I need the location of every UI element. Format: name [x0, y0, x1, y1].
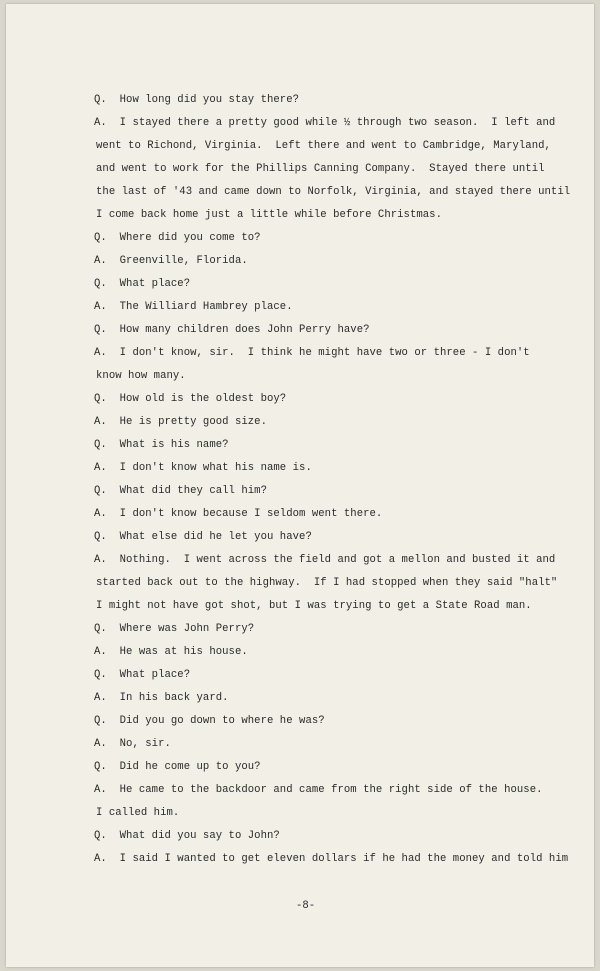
transcript-line: A. He is pretty good size.: [94, 416, 267, 428]
transcript-line: Q. What did they call him?: [94, 485, 267, 497]
transcript-line: A. Greenville, Florida.: [94, 255, 248, 267]
transcript-line: and went to work for the Phillips Canning Company. Stayed there until: [96, 163, 545, 175]
transcript-line: A. I don't know what his name is.: [94, 462, 312, 474]
transcript-line: A. He was at his house.: [94, 646, 248, 658]
transcript-line: A. I said I wanted to get eleven dollars if he had the money and told him: [94, 853, 569, 865]
transcript-line: went to Richond, Virginia. Left there and went to Cambridge, Maryland,: [96, 140, 551, 152]
transcript-line: Q. What did you say to John?: [94, 830, 280, 842]
transcript-line: I called him.: [96, 807, 180, 819]
transcript-line: Q. Where did you come to?: [94, 232, 261, 244]
transcript-line: Q. How old is the oldest boy?: [94, 393, 287, 405]
transcript-line: Q. What place?: [94, 278, 191, 290]
transcript-line: A. The Williard Hambrey place.: [94, 301, 293, 313]
transcript-line: Q. Did he come up to you?: [94, 761, 261, 773]
transcript-line: Q. What else did he let you have?: [94, 531, 312, 543]
transcript-line: A. I don't know, sir. I think he might have two or three - I don't: [94, 347, 530, 359]
page-number: -8-: [296, 900, 316, 912]
transcript-line: I come back home just a little while before Christmas.: [96, 209, 442, 221]
transcript-line: Q. Where was John Perry?: [94, 623, 255, 635]
transcript-line: A. No, sir.: [94, 738, 171, 750]
transcript-line: A. He came to the backdoor and came from the right side of the house.: [94, 784, 543, 796]
transcript-line: A. In his back yard.: [94, 692, 229, 704]
transcript-line: Q. How many children does John Perry have?: [94, 324, 370, 336]
transcript-line: Q. What place?: [94, 669, 191, 681]
transcript-line: know how many.: [96, 370, 186, 382]
transcript-line: A. I don't know because I seldom went there.: [94, 508, 383, 520]
transcript-line: Q. How long did you stay there?: [94, 94, 300, 106]
transcript-line: I might not have got shot, but I was trying to get a State Road man.: [96, 600, 532, 612]
transcript-line: started back out to the highway. If I had stopped when they said "halt": [96, 577, 558, 589]
transcript-line: Q. Did you go down to where he was?: [94, 715, 325, 727]
document-page: [6, 4, 594, 967]
transcript-line: Q. What is his name?: [94, 439, 229, 451]
transcript-line: A. I stayed there a pretty good while ½ through two season. I left and: [94, 117, 556, 129]
transcript-line: the last of '43 and came down to Norfolk, Virginia, and stayed there until: [96, 186, 571, 198]
transcript-line: A. Nothing. I went across the field and got a mellon and busted it and: [94, 554, 556, 566]
